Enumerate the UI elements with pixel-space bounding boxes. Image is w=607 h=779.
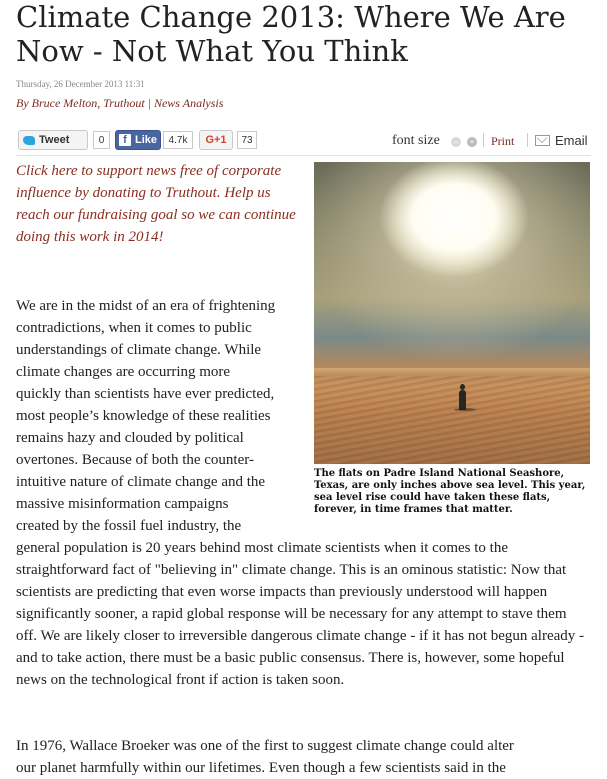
facebook-like-button[interactable] <box>115 130 161 150</box>
tweet-button[interactable] <box>18 130 88 150</box>
walking-person <box>459 390 466 410</box>
font-decrease-icon[interactable]: − <box>451 137 461 147</box>
envelope-icon <box>535 135 550 146</box>
like-label: Like <box>135 134 158 146</box>
section-link[interactable]: News Analysis <box>153 96 224 110</box>
byline <box>16 96 223 111</box>
google-plus-button[interactable]: G+1 <box>199 130 233 150</box>
article-title: Climate Change 2013: Where We Are Now - Not What You Think <box>16 0 566 68</box>
like-count: 4.7k <box>163 131 193 149</box>
tweet-label: Tweet <box>39 134 70 146</box>
share-toolbar <box>16 128 591 154</box>
body-paragraph-continued: general population is 20 years behind most climate scientists when it comes to the straightforward fact of "believing in" climate change. This is an ominous statistic: Now that scientists are predicting that even worse impacts than previously understood will happen significantly sooner, a rapid global response will be necessary for any attempt to stave them off. We are likely closer to irreversible dangerous climate change - if it has not begun already - and to take action, there must be a basic public consensus. There is, however, some hopeful news on the technological front if action is taken soon. <box>16 540 585 688</box>
article-figure <box>314 162 590 516</box>
font-size-label: font size <box>392 133 440 148</box>
toolbar-divider-line <box>16 155 591 156</box>
dateline: Thursday, 26 December 2013 11:31 <box>16 79 145 89</box>
email-link[interactable] <box>535 133 588 148</box>
twitter-bird-icon <box>23 136 35 145</box>
tweet-count: 0 <box>93 131 110 149</box>
gplus-count: 73 <box>237 131 257 149</box>
toolbar-divider <box>527 133 528 147</box>
font-increase-icon[interactable]: + <box>467 137 477 147</box>
toolbar-divider <box>483 133 484 147</box>
email-label: Email <box>555 133 588 148</box>
author-link[interactable]: By Bruce Melton, Truthout <box>16 96 145 110</box>
figure-caption: The flats on Padre Island National Seashore, Texas, are only inches above sea level. This year, sea level rise could have taken these flats, forever, in time frames that matter. <box>314 468 586 515</box>
beach-photo <box>314 162 590 464</box>
facebook-icon: f <box>119 134 131 146</box>
body-paragraph-2: In 1976, Wallace Broeker was one of the first to suggest climate change could alter our planet harmfully within our lifetimes. Even though a few scientists said in the <box>16 738 514 776</box>
donate-link[interactable]: Click here to support news free of corporate influence by donating to Truthout. Help us reach our fundraising goal so we can continue doing this work in 2014! <box>16 163 296 245</box>
byline-separator: | <box>147 96 151 110</box>
body-paragraph: We are in the midst of an era of frightening contradictions, when it comes to public understandings of climate change. While climate changes are occurring more quickly than scientists have ever predicted, most people’s knowledge of these realities remains hazy and clouded by political overtones. Because of both the counter- intuitive nature of climate change and the massive misinformation campaigns created by the fossil fuel industry, the <box>16 298 276 534</box>
print-link[interactable]: Print <box>491 134 515 148</box>
